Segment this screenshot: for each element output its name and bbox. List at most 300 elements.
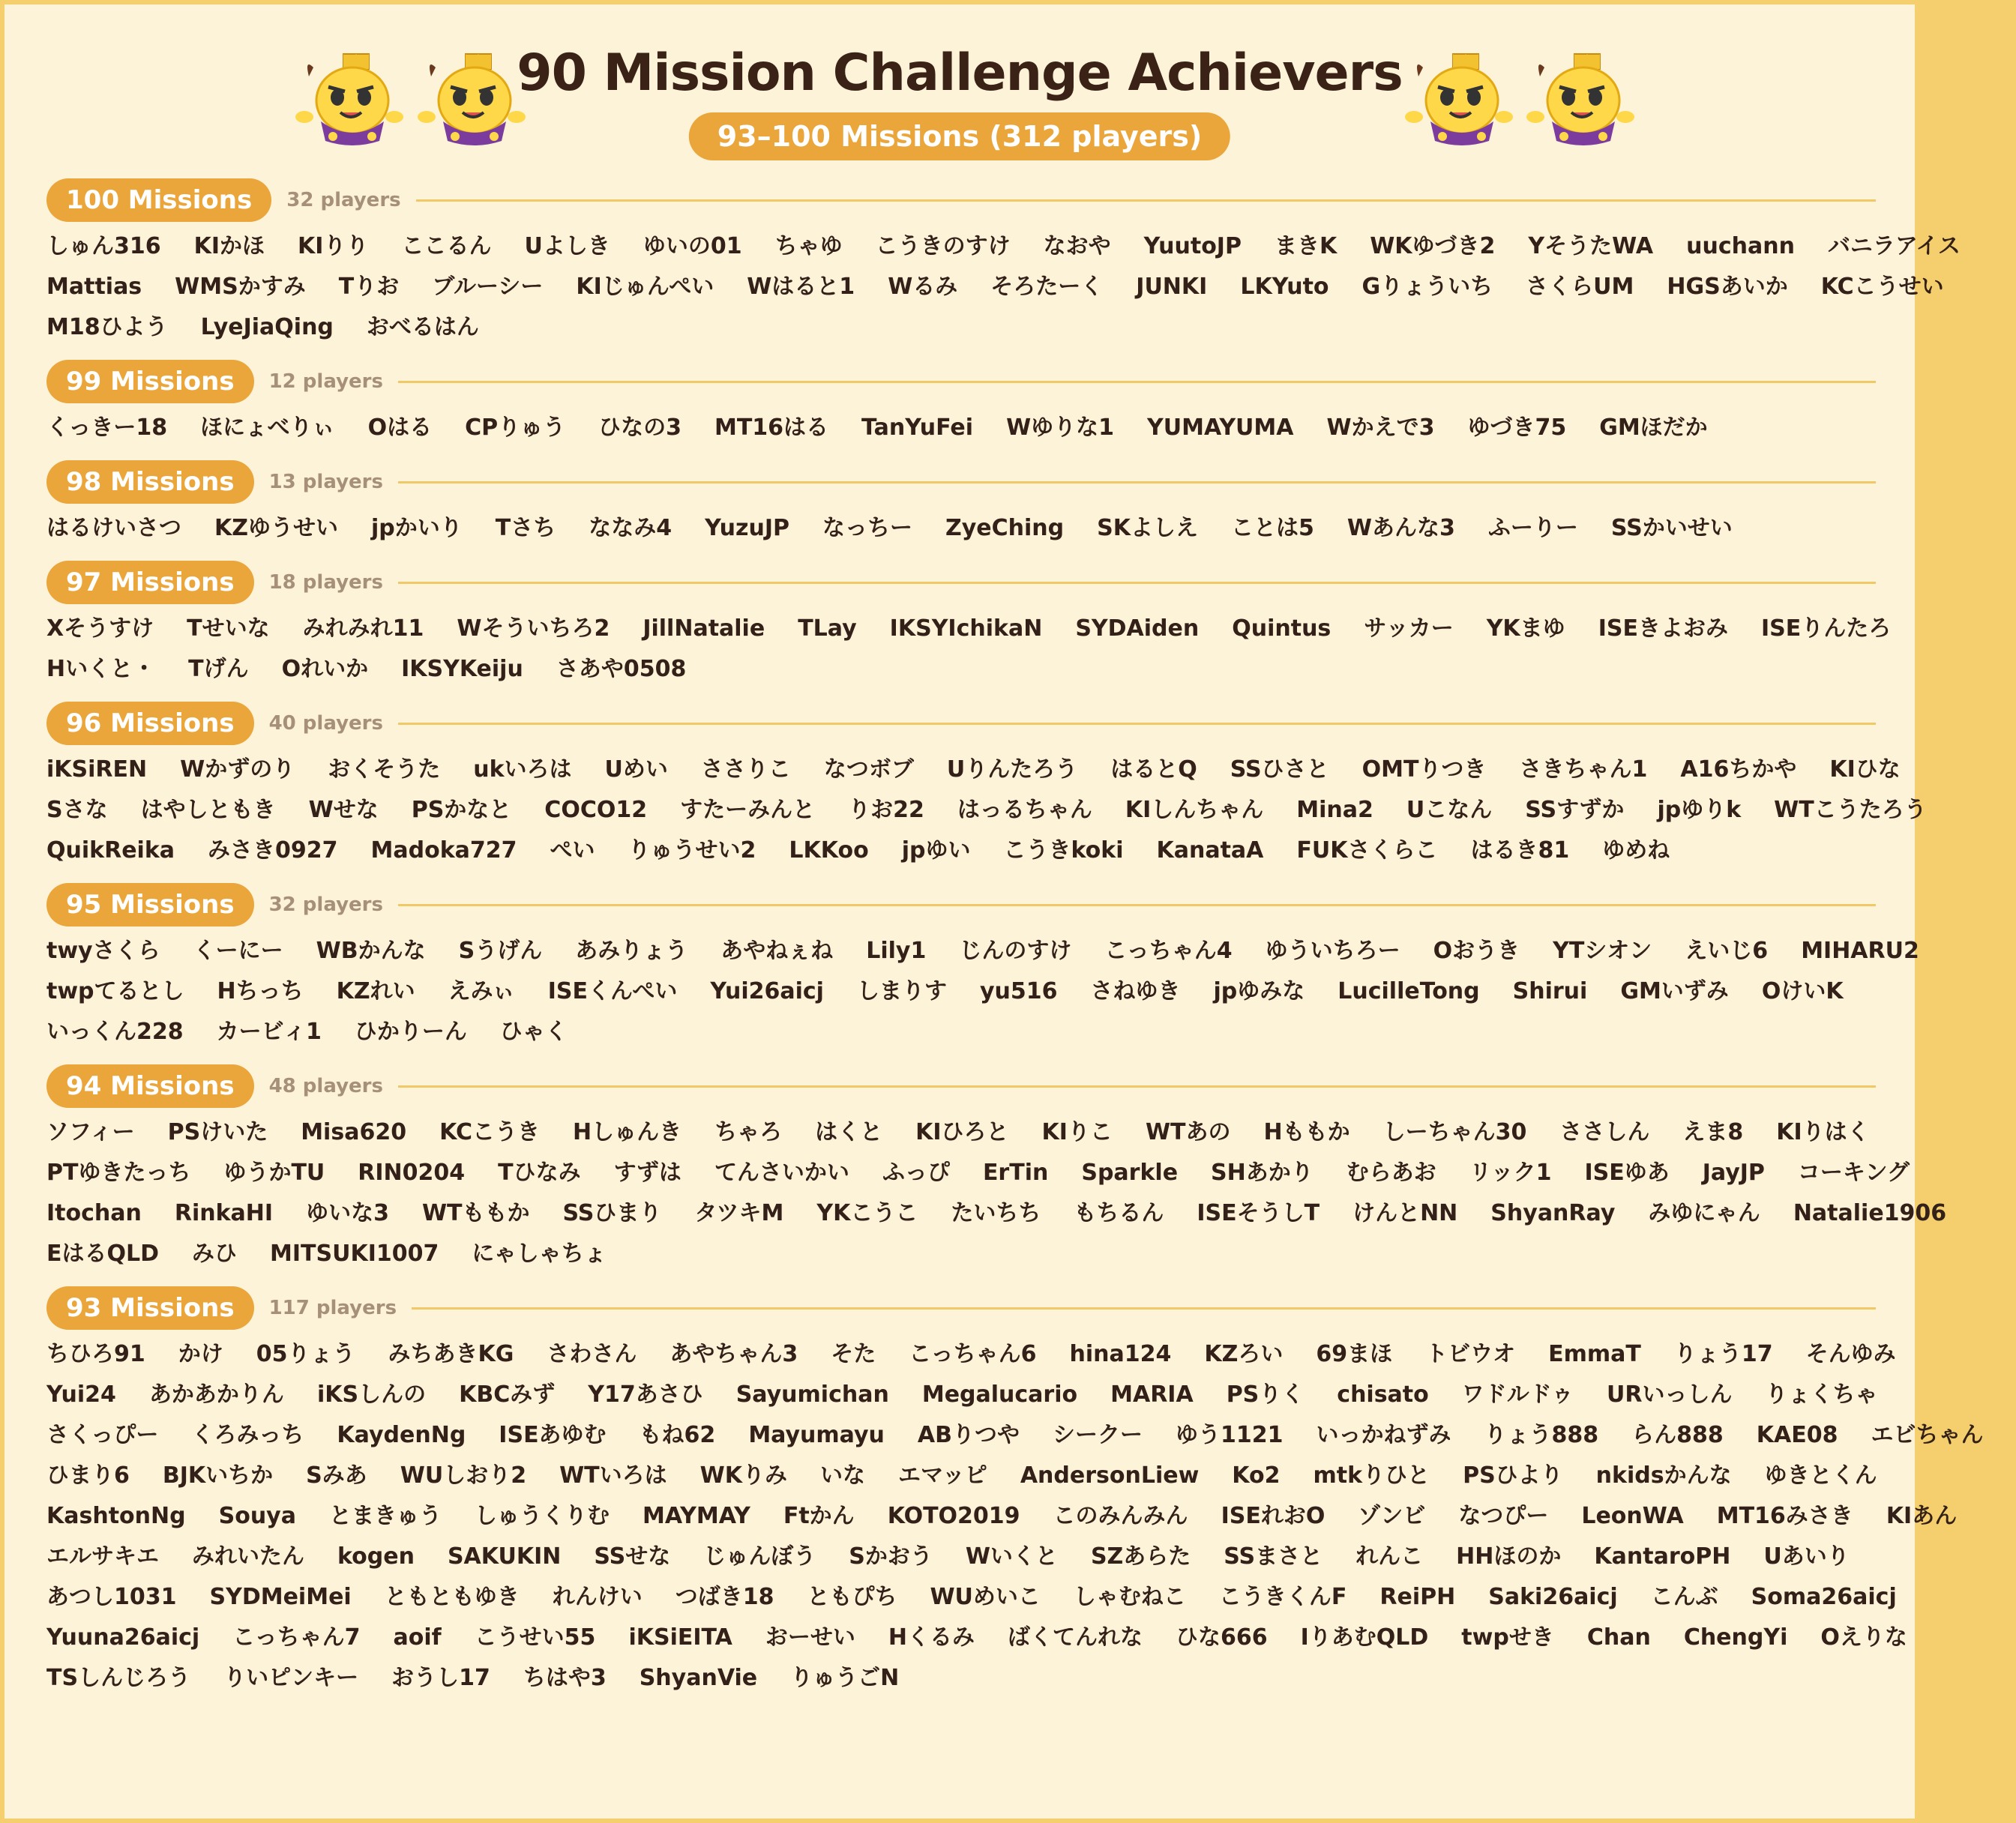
player-name: ShyanRay: [1490, 1200, 1616, 1226]
header: [4, 4, 1915, 177]
name-row: [46, 750, 1901, 790]
player-name: Sayumichan: [735, 1381, 889, 1408]
player-name-list: [46, 508, 1876, 549]
player-name: とまきゅう: [328, 1503, 442, 1529]
player-name: Tせいな: [187, 615, 270, 642]
player-name: Gりょういち: [1361, 274, 1493, 300]
player-name: こうきkoki: [1003, 837, 1124, 864]
player-name: Y17あさひ: [588, 1381, 703, 1408]
player-name: Natalie1906: [1793, 1200, 1947, 1226]
name-row: [46, 1577, 1897, 1618]
player-name: EmmaT: [1548, 1341, 1641, 1367]
player-name: Uよしき: [524, 233, 610, 259]
section-divider: [398, 723, 1876, 725]
player-name: YTシオン: [1553, 938, 1652, 964]
player-name: Uあいり: [1763, 1543, 1850, 1570]
player-name: WTこうたろう: [1774, 797, 1927, 823]
player-name: ReiPH: [1379, 1584, 1456, 1610]
player-name: このみんみん: [1053, 1503, 1188, 1529]
name-row: [46, 1193, 1947, 1234]
player-name: IKSYKeiju: [401, 656, 523, 682]
player-name: りゅうせい2: [628, 837, 756, 864]
player-name: タツキM: [694, 1200, 784, 1226]
player-name: えみぃ: [448, 978, 515, 1004]
player-name: いっくん228: [46, 1019, 184, 1045]
player-name: SSまさと: [1224, 1543, 1323, 1570]
player-name: twpせき: [1461, 1624, 1554, 1651]
player-name: Misa620: [301, 1119, 407, 1145]
player-name: KIりはく: [1776, 1119, 1870, 1145]
player-name: COCO12: [544, 797, 648, 823]
player-name: そろたーく: [990, 274, 1104, 300]
player-name: ほにょべりぃ: [200, 415, 335, 441]
player-name: さわさん: [547, 1341, 637, 1367]
player-name: Hももか: [1263, 1119, 1350, 1145]
player-name: サッカー: [1364, 615, 1454, 642]
player-name: Xそうすけ: [46, 615, 154, 642]
player-count: 48 players: [268, 1075, 383, 1097]
player-name: こうせい55: [474, 1624, 596, 1651]
player-name: さねゆき: [1090, 978, 1181, 1004]
player-name: みひ: [192, 1241, 238, 1267]
player-name: Sみあ: [306, 1462, 367, 1489]
player-name: ひまり6: [46, 1462, 130, 1489]
player-name: SYDMeiMei: [209, 1584, 352, 1610]
player-name: Uこなん: [1406, 797, 1493, 823]
player-name: PSかなと: [411, 797, 512, 823]
player-name: TLay: [798, 615, 857, 642]
player-name: JayJP: [1702, 1160, 1765, 1186]
player-name: ここるん: [401, 233, 492, 259]
section-label: 99 Missions: [46, 360, 254, 403]
player-name: ゆう1121: [1176, 1422, 1284, 1448]
player-name: みれみれ11: [302, 615, 424, 642]
player-name: ISEゆあ: [1584, 1160, 1670, 1186]
player-name: jpゆみな: [1213, 978, 1305, 1004]
player-name: MT16はる: [714, 415, 829, 441]
player-name: A16ちかや: [1680, 756, 1797, 783]
player-name: Wゆりな1: [1006, 415, 1115, 441]
player-name: ZyeChing: [945, 515, 1065, 541]
player-name: あやねぇね: [720, 938, 834, 964]
player-name: KIじゅんぺい: [576, 274, 714, 300]
player-name: にゃしゃちょ: [472, 1241, 607, 1267]
section-header: [46, 1063, 1876, 1109]
player-name: SAKUKIN: [447, 1543, 562, 1570]
sections-list: [4, 177, 1984, 1699]
player-name: ふーりー: [1487, 515, 1578, 541]
player-name: ISEれおO: [1221, 1503, 1326, 1529]
player-name: エマッピ: [898, 1462, 987, 1489]
player-name: ゆめね: [1602, 837, 1670, 864]
mission-section: [46, 559, 1892, 690]
player-name: ISEきよおみ: [1598, 615, 1728, 642]
player-name: SKよしえ: [1097, 515, 1198, 541]
player-name: エルサキエ: [46, 1543, 159, 1570]
player-name: なつぴー: [1458, 1503, 1549, 1529]
mission-section: [46, 1063, 1947, 1274]
player-name: Sうげん: [458, 938, 543, 964]
name-row: [46, 1234, 1876, 1274]
player-name: みさき0927: [208, 837, 338, 864]
player-name: さくらUM: [1526, 274, 1634, 300]
player-name: ソフィー: [46, 1119, 135, 1145]
player-name: カービィ1: [216, 1019, 322, 1045]
player-name: LKYuto: [1240, 274, 1329, 300]
section-label: 94 Missions: [46, 1064, 254, 1108]
player-name: ともぴち: [807, 1584, 897, 1610]
player-name: えま8: [1682, 1119, 1744, 1145]
player-name: AndersonLiew: [1020, 1462, 1200, 1489]
player-name-list: [46, 408, 1876, 448]
player-name: Tげん: [188, 656, 249, 682]
player-name: こんぶ: [1650, 1584, 1718, 1610]
player-name: すたーみんと: [680, 797, 816, 823]
player-name: IりあむQLD: [1300, 1624, 1429, 1651]
player-name: KBCみず: [459, 1381, 556, 1408]
player-name: はるき81: [1470, 837, 1570, 864]
player-name: はるけいさつ: [46, 515, 181, 541]
player-name: Yuuna26aicj: [46, 1624, 200, 1651]
player-name: ワドルドゥ: [1461, 1381, 1574, 1408]
player-name: ErTin: [982, 1160, 1049, 1186]
name-row: [46, 1537, 1876, 1577]
player-name: たいちち: [951, 1200, 1041, 1226]
player-name: そんゆみ: [1805, 1341, 1896, 1367]
section-divider: [398, 582, 1876, 584]
player-name: こっちゃん4: [1104, 938, 1233, 964]
player-name: twyさくら: [46, 938, 160, 964]
player-name: LyeJiaQing: [200, 314, 334, 340]
player-name: Saki26aicj: [1488, 1584, 1618, 1610]
player-count: 18 players: [268, 571, 383, 594]
player-name: おくそうた: [328, 756, 441, 783]
player-name: YそうたWA: [1528, 233, 1654, 259]
player-name: りいピンキー: [223, 1665, 359, 1691]
player-name: ゆいの01: [643, 233, 742, 259]
player-name: SYDAiden: [1075, 615, 1200, 642]
player-name: ゾンビ: [1358, 1503, 1426, 1529]
player-name: Oはる: [367, 415, 433, 441]
player-name: MAYMAY: [642, 1503, 750, 1529]
player-name: むらあお: [1346, 1160, 1436, 1186]
player-name: みゆにゃん: [1648, 1200, 1760, 1226]
player-name: しゅうくりむ: [474, 1503, 610, 1529]
player-name: nkidsかんな: [1595, 1462, 1732, 1489]
player-name: ChengYi: [1683, 1624, 1788, 1651]
player-name: なおや: [1043, 233, 1111, 259]
player-name: Tさち: [495, 515, 556, 541]
name-row: [46, 1415, 1984, 1456]
player-name: Tりお: [338, 274, 400, 300]
player-name: ゆきとくん: [1764, 1462, 1877, 1489]
player-name: KOTO2019: [887, 1503, 1020, 1529]
player-name: 69まほ: [1316, 1341, 1393, 1367]
section-divider: [398, 1085, 1876, 1088]
player-name: なつボブ: [823, 756, 914, 783]
player-name: WTももか: [421, 1200, 530, 1226]
player-name: えいじ6: [1685, 938, 1769, 964]
player-name: SSすずか: [1525, 797, 1625, 823]
player-name: aoif: [393, 1624, 442, 1651]
player-name: FUKさくらこ: [1296, 837, 1438, 864]
player-name: WTいろは: [559, 1462, 667, 1489]
name-row: [46, 1618, 1907, 1658]
player-name: Uりんたろう: [946, 756, 1078, 783]
player-name: KIひろと: [915, 1119, 1009, 1145]
player-name: ひかりーん: [354, 1019, 467, 1045]
subtitle-badge: 93–100 Missions (312 players): [689, 112, 1230, 160]
player-name: jpゆりk: [1657, 797, 1742, 823]
player-name: Mina2: [1296, 797, 1373, 823]
section-label: 96 Missions: [46, 702, 254, 745]
player-name: M18ひよう: [46, 314, 168, 340]
player-name: ふっぴ: [882, 1160, 950, 1186]
player-name: くーにー: [193, 938, 283, 964]
player-name: ひな666: [1175, 1624, 1268, 1651]
player-name: WBかんな: [316, 938, 426, 964]
player-name: iKSiREN: [46, 756, 148, 783]
player-name: twpてるとし: [46, 978, 184, 1004]
page-title: 90 Mission Challenge Achievers: [517, 43, 1403, 103]
section-divider: [416, 199, 1876, 202]
player-name: HHほのか: [1456, 1543, 1562, 1570]
section-header: [46, 1285, 1876, 1331]
name-row: [46, 226, 1961, 267]
player-name: BJKいちか: [162, 1462, 274, 1489]
name-row: [46, 307, 1876, 348]
player-name: Souya: [218, 1503, 296, 1529]
player-name: Soma26aicj: [1751, 1584, 1897, 1610]
name-row: [46, 1112, 1876, 1153]
player-name: しーちゃん30: [1382, 1119, 1527, 1145]
player-name: yu516: [979, 978, 1058, 1004]
name-row: [46, 1012, 1876, 1052]
player-name: KantaroPH: [1594, 1543, 1731, 1570]
player-name: TSしんじろう: [46, 1665, 191, 1691]
player-name: RinkaHI: [174, 1200, 274, 1226]
player-name: ななみ4: [589, 515, 672, 541]
section-header: [46, 882, 1876, 928]
player-name: KCこうせい: [1820, 274, 1944, 300]
player-name: Wそういちろ2: [457, 615, 610, 642]
player-name: シークー: [1053, 1422, 1143, 1448]
section-label: 100 Missions: [46, 178, 271, 222]
player-name: MITSUKI1007: [270, 1241, 439, 1267]
mission-section: [46, 177, 1961, 348]
section-divider: [398, 481, 1876, 483]
player-name: Hくるみ: [888, 1624, 975, 1651]
player-name: もちるん: [1074, 1200, 1164, 1226]
player-name: CPりゅう: [465, 415, 566, 441]
player-name: SSせな: [594, 1543, 671, 1570]
player-name: さきちゃん1: [1519, 756, 1648, 783]
player-name: KIあん: [1886, 1503, 1958, 1529]
crowned-lemon-mascot-icon: [1522, 54, 1634, 151]
player-name: ちはや3: [523, 1665, 607, 1691]
player-name: Yui26aicj: [710, 978, 824, 1004]
player-name: こうきのすけ: [875, 233, 1011, 259]
name-row: [46, 790, 1927, 831]
section-header: [46, 559, 1876, 606]
player-name: WKゆづき2: [1370, 233, 1496, 259]
player-name: Chan: [1586, 1624, 1651, 1651]
player-name: chisato: [1337, 1381, 1429, 1408]
player-count: 117 players: [268, 1297, 397, 1319]
player-name: Mattias: [46, 274, 142, 300]
player-name: LucilleTong: [1338, 978, 1480, 1004]
section-header: [46, 700, 1876, 747]
section-header: [46, 358, 1876, 405]
player-name: kogen: [337, 1543, 415, 1570]
player-name: iKSiEITA: [628, 1624, 732, 1651]
player-name: ukいろは: [473, 756, 572, 783]
page: [4, 4, 1984, 1819]
player-name: ABりつや: [917, 1422, 1020, 1448]
player-name: EはるQLD: [46, 1241, 160, 1267]
player-name: ささしん: [1559, 1119, 1650, 1145]
player-name: あみりょう: [575, 938, 688, 964]
player-name: ゆういちろー: [1265, 938, 1400, 964]
player-name: つばき18: [675, 1584, 774, 1610]
player-name: はるとQ: [1110, 756, 1197, 783]
player-name: YKこうこ: [816, 1200, 918, 1226]
player-name: らん888: [1631, 1422, 1724, 1448]
name-row: [46, 1375, 1876, 1415]
mission-section: [46, 459, 1876, 549]
player-name: りゅうごN: [790, 1665, 900, 1691]
name-row: [46, 1456, 1876, 1496]
player-name: JillNatalie: [643, 615, 765, 642]
section-divider: [398, 381, 1876, 383]
player-name: Tひなみ: [498, 1160, 581, 1186]
player-name: Wはると1: [747, 274, 855, 300]
player-name: あかあかりん: [148, 1381, 284, 1408]
player-name: MT16みさき: [1716, 1503, 1853, 1529]
player-name: はくと: [815, 1119, 883, 1145]
player-name: いっかねずみ: [1316, 1422, 1451, 1448]
player-name: なっちー: [822, 515, 912, 541]
name-row: [46, 971, 1876, 1012]
player-name-list: [46, 931, 1919, 1052]
player-name: YUMAYUMA: [1147, 415, 1294, 441]
player-name: くろみっち: [191, 1422, 304, 1448]
player-name: エビちゃん: [1871, 1422, 1984, 1448]
player-name: くっきー18: [46, 415, 168, 441]
player-name: PTゆきたっち: [46, 1160, 191, 1186]
player-name: Yui24: [46, 1381, 116, 1408]
player-name: れんこ: [1355, 1543, 1424, 1570]
player-name-list: [46, 226, 1961, 348]
player-name: りょう888: [1484, 1422, 1599, 1448]
player-name: さあや0508: [556, 656, 687, 682]
crowned-lemon-mascot-icon: [1400, 54, 1513, 151]
player-name: JUNKI: [1136, 274, 1208, 300]
name-row: [46, 1153, 1910, 1193]
name-row: [46, 649, 1876, 690]
player-name: Megalucario: [921, 1381, 1078, 1408]
name-row: [46, 508, 1876, 549]
player-name: GMいずみ: [1620, 978, 1729, 1004]
player-name: jpかいり: [371, 515, 463, 541]
player-name: ちゃろ: [714, 1119, 783, 1145]
player-count: 32 players: [268, 894, 383, 916]
player-name: ひなの3: [598, 415, 681, 441]
player-name: MIHARU2: [1801, 938, 1919, 964]
player-name: みちあきKG: [388, 1341, 514, 1367]
player-name: HGSあいか: [1667, 274, 1788, 300]
player-name: KanataA: [1156, 837, 1264, 864]
player-name: uuchann: [1686, 233, 1795, 259]
player-name: はっるちゃん: [957, 797, 1092, 823]
player-name: Ko2: [1232, 1462, 1281, 1489]
player-name: KZれい: [336, 978, 415, 1004]
player-name: じゅんぼう: [703, 1543, 816, 1570]
section-label: 97 Missions: [46, 561, 254, 604]
player-name: KAE08: [1756, 1422, 1838, 1448]
player-name: PSけいた: [167, 1119, 268, 1145]
player-name: りょう17: [1673, 1341, 1773, 1367]
player-name: Oえりな: [1820, 1624, 1907, 1651]
player-name: Wあんな3: [1346, 515, 1455, 541]
player-name: れんけい: [552, 1584, 643, 1610]
player-name: Sかおう: [849, 1543, 933, 1570]
player-name: はやしともき: [140, 797, 276, 823]
section-header: [46, 177, 1876, 223]
player-name: Wかえで3: [1326, 415, 1435, 441]
name-row: [46, 931, 1919, 971]
player-name: PSひより: [1463, 1462, 1563, 1489]
mission-section: [46, 700, 1927, 871]
player-name: まきK: [1274, 233, 1338, 259]
mission-section: [46, 358, 1876, 448]
player-name-list: [46, 750, 1927, 871]
name-row: [46, 1658, 1876, 1699]
player-name: かけ: [178, 1341, 223, 1367]
player-name: KZろい: [1204, 1341, 1284, 1367]
player-name: もね62: [639, 1422, 716, 1448]
section-header: [46, 459, 1876, 505]
player-name: URいっしん: [1607, 1381, 1733, 1408]
player-name: Hいくと・: [46, 656, 156, 682]
player-name: RIN0204: [358, 1160, 466, 1186]
player-name: Quintus: [1232, 615, 1332, 642]
player-name: Wせな: [308, 797, 379, 823]
player-name: Shirui: [1512, 978, 1588, 1004]
player-name: Wかずのり: [180, 756, 295, 783]
player-name: ShyanVie: [639, 1665, 758, 1691]
player-name: jpゆい: [901, 837, 971, 864]
player-name: OMTりつき: [1361, 756, 1487, 783]
player-name: ゆいな3: [306, 1200, 389, 1226]
player-name: TanYuFei: [861, 415, 974, 441]
player-name: mtkりひと: [1313, 1462, 1430, 1489]
player-name-list: [46, 1112, 1947, 1274]
section-divider: [398, 904, 1876, 906]
player-name: Itochan: [46, 1200, 142, 1226]
player-name: QuikReika: [46, 837, 175, 864]
player-name: そた: [831, 1341, 876, 1367]
section-label: 98 Missions: [46, 460, 254, 504]
name-row: [46, 1334, 1896, 1375]
player-name: ISEくんぺい: [547, 978, 678, 1004]
player-name: SSひさと: [1230, 756, 1329, 783]
player-name: KIかほ: [193, 233, 265, 259]
player-name: ばくてんれな: [1007, 1624, 1143, 1651]
player-name: てんさいかい: [714, 1160, 849, 1186]
player-name: KIりこ: [1041, 1119, 1113, 1145]
player-name: KaydenNg: [337, 1422, 466, 1448]
